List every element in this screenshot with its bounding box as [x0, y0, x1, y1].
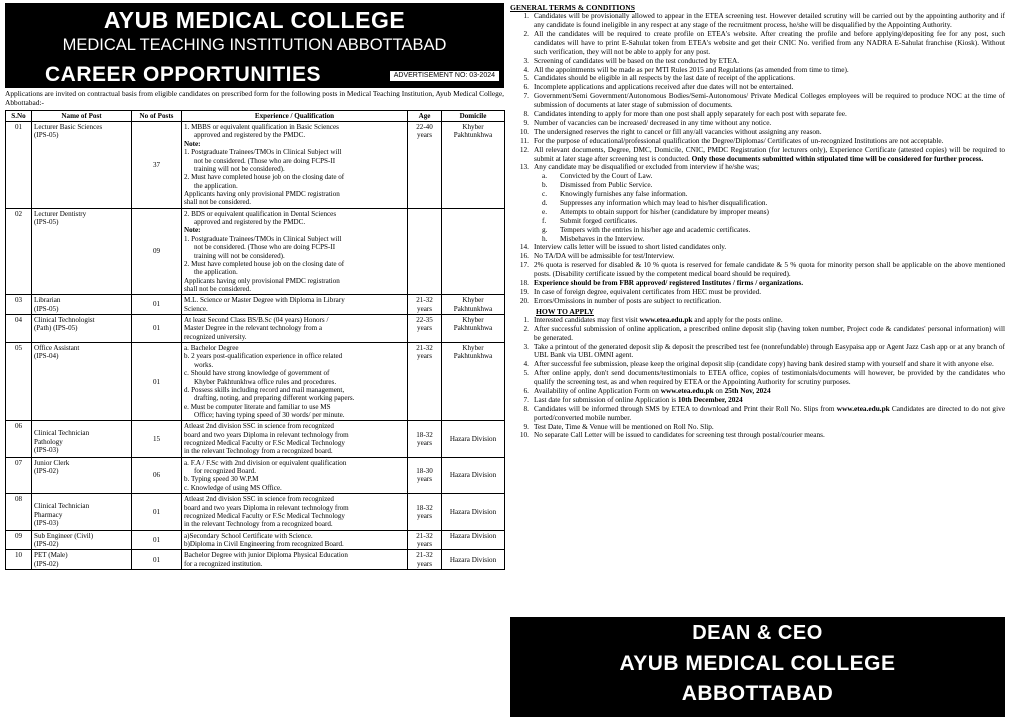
cell-domicile: Khyber Pakhtunkhwa: [442, 315, 505, 343]
post-name: PET (Male): [34, 551, 68, 560]
table-row: [6, 421, 505, 457]
experience-line: Office; having typing speed of 30 words/ per minute.: [194, 410, 345, 419]
disqualification-letter: c.: [542, 189, 548, 199]
posts-table: [5, 110, 505, 570]
apply-step-number: 8.: [523, 403, 529, 413]
cell-experience: [182, 208, 408, 295]
disqualification-text: Attempts to obtain support for his/her (candidature by improper means): [560, 206, 769, 216]
apply-step-body: Last date for submission of online Application is: [534, 394, 678, 404]
cell-post-name: [32, 421, 132, 457]
post-grade: (IPS-05): [34, 304, 59, 313]
cell-domicile: Khyber Pakhtunkhwa: [442, 122, 505, 209]
terms-item-body: All the appointments will be made as per MTI Rules 2015 and Regulations (as amended from time to time).: [534, 64, 849, 74]
table-header-row: [6, 110, 505, 121]
experience-line: drafting, noting, and preparing different working papers.: [194, 394, 355, 403]
disqualification-list: [508, 172, 1005, 243]
apply-step-text: [534, 325, 1005, 343]
terms-item-number: 6.: [523, 82, 529, 92]
experience-line: Khyber Pakhtunkhwa office rules and procedures.: [194, 377, 337, 386]
experience-line: a. Bachelor Degree: [184, 344, 239, 353]
note-label: Note:: [184, 226, 201, 235]
experience-line: b. 2 years post-qualification experience in office related: [184, 352, 343, 361]
experience-line: Atleast 2nd division SSC in science from recognized: [184, 495, 334, 504]
institution-title: MEDICAL TEACHING INSTITUTION ABBOTTABAD: [62, 36, 447, 55]
apply-step-body: After online apply, don't send documents/testimonials to ETEA office, copies of testimonials/documents will however, be provided by the candidates who qualify the screening test, as and when required by ETEA or the Appointing Authority for scrutiny purposes.: [534, 368, 1005, 387]
experience-line: training will not be considered).: [194, 251, 285, 260]
experience-line: Atleast 2nd division SSC in science from recognized: [184, 422, 334, 431]
cell-domicile: Hazara Division: [442, 421, 505, 457]
apply-step-body: No separate Call Letter will be issued to candidates for screening test through postal/courier means.: [534, 430, 825, 440]
experience-line: not be considered. (Those who are doing FCPS-II: [194, 243, 336, 252]
post-name: Lecturer Basic Sciences: [34, 123, 103, 132]
post-grade: (IPS-03): [34, 518, 59, 527]
experience-line: training will not be considered).: [194, 164, 285, 173]
experience-line: 2. Must have completed house job on the closing date of: [184, 259, 345, 268]
disqualification-text: Suppresses any information which may lead to his/her disqualification.: [560, 197, 768, 207]
terms-item-number: 20.: [519, 295, 529, 305]
experience-line: At least Second Class BS/B.Sc (04 years) Honors /: [184, 316, 329, 325]
experience-line: recognized Medical Faculty or F.Sc Medical Technology: [184, 511, 345, 520]
terms-item: [508, 146, 1005, 164]
cell-age: 21-32 years: [408, 295, 442, 315]
post-grade: (IPS-02): [34, 559, 59, 568]
terms-item-number: 18.: [519, 277, 529, 287]
apply-step-emphasis: www.etea.edu.pk: [639, 314, 693, 324]
experience-line: Applicants having only provisional PMDC registration: [184, 189, 340, 198]
apply-step-text: [534, 431, 1005, 440]
terms-item: [508, 297, 1005, 306]
header-name: Name of Post: [32, 110, 132, 121]
cell-domicile: Hazara Division: [442, 550, 505, 570]
cell-sno: 06: [6, 421, 32, 457]
cell-age: 22-40 years: [408, 122, 442, 209]
apply-step-number: 10.: [519, 430, 529, 440]
apply-step-body-continued: and apply for the posts online.: [692, 314, 783, 324]
cell-age: [408, 208, 442, 295]
terms-item-number: 12.: [519, 144, 529, 154]
terms-item-body: Interview calls letter will be issued to short listed candidates only.: [534, 242, 727, 252]
experience-line: approved and registered by the PMDC.: [194, 131, 306, 140]
left-column: [5, 3, 504, 570]
terms-item: [508, 12, 1005, 30]
cell-no-of-posts: 01: [132, 494, 182, 530]
post-name: Office Assistant: [34, 344, 80, 353]
cell-sno: 08: [6, 494, 32, 530]
post-grade: (IPS-02): [34, 540, 59, 548]
experience-line: b. Typing speed 30 W.P.M: [184, 475, 259, 484]
experience-line: 1. Postgraduate Trainees/TMOs in Clinical Subject will: [184, 148, 342, 157]
cell-age: 18-32 years: [408, 421, 442, 457]
right-column: [508, 3, 1005, 440]
apply-step-body: Take a printout of the generated deposit slip & deposit the prescribed test fee (nonrefundable) through Easypaisa app or Agent Jazz Cash app or at any branch of UBL Bank via UBL OMNI agent.: [534, 341, 1005, 360]
cell-domicile: [442, 208, 505, 295]
advertisement-number: ADVERTISEMENT NO: 03-2024: [389, 70, 500, 82]
experience-line: in the relevant Technology from a recognized board.: [184, 520, 333, 529]
disqualification-letter: h.: [542, 233, 548, 243]
apply-step: [508, 325, 1005, 343]
terms-item-number: 19.: [519, 286, 529, 296]
experience-line: recognized Medical Faculty or F.Sc Medical Technology: [184, 439, 345, 448]
terms-item-number: 14.: [519, 242, 529, 252]
experience-line: not be considered. (Those who are doing FCPS-II: [194, 156, 336, 165]
apply-step-text: [534, 405, 1005, 423]
cell-sno: 10: [6, 550, 32, 570]
disqualification-text: Misbehaves in the Interview.: [560, 233, 645, 243]
terms-item-number: 13.: [519, 162, 529, 172]
cell-experience: [182, 315, 408, 343]
cell-post-name: [32, 343, 132, 421]
apply-step-body-continued: on: [713, 386, 725, 396]
apply-step-emphasis: www.etea.edu.pk: [836, 403, 890, 413]
how-to-apply-title: HOW TO APPLY: [536, 306, 594, 316]
terms-item-body: Number of vacancies can be increased/ decreased in any time without any notice.: [534, 117, 772, 127]
cell-sno: 04: [6, 315, 32, 343]
experience-line: 2. BDS or equivalent qualification in Dental Sciences: [184, 209, 337, 218]
cell-age: 21-32 years: [408, 343, 442, 421]
table-row: [6, 530, 505, 550]
terms-item-number: 5.: [523, 73, 529, 83]
terms-item-body: For the purpose of educational/professional qualification the Degree/Diplomas/ Certificates of un-recognized Institutions are not acceptable.: [534, 135, 944, 145]
post-name: Clinical Technician: [34, 502, 90, 511]
cell-experience: [182, 494, 408, 530]
cell-no-of-posts: 01: [132, 315, 182, 343]
header-sno: S.No: [6, 110, 32, 121]
cell-experience: [182, 421, 408, 457]
disqualification-letter: f.: [542, 215, 547, 225]
terms-item-number: 17.: [519, 260, 529, 270]
terms-item: [508, 92, 1005, 110]
post-name: Clinical Technologist: [34, 316, 95, 325]
apply-step-emphasis: 10th December, 2024: [677, 394, 743, 404]
terms-item-emphasis: Experience should be from FBR approved/ registered Institutes / firms / organizations.: [534, 277, 804, 287]
note-label: Note:: [184, 139, 201, 148]
disqualification-text: Submit forged certificates.: [560, 215, 638, 225]
cell-post-name: [32, 494, 132, 530]
cell-post-name: [32, 208, 132, 295]
terms-item-body: In case of foreign degree, equivalent certificates from HEC must be provided.: [534, 286, 762, 296]
experience-line: 1. MBBS or equivalent qualification in Basic Sciences: [184, 123, 339, 132]
footer-college: AYUB MEDICAL COLLEGE: [619, 651, 896, 675]
career-title: CAREER OPPORTUNITIES: [45, 63, 322, 86]
cell-post-name: [32, 550, 132, 570]
apply-step: [508, 405, 1005, 423]
cell-experience: [182, 457, 408, 493]
terms-item-body: Incomplete applications and applications received after due dates will not be entertained.: [534, 82, 794, 92]
cell-post-name: [32, 122, 132, 209]
cell-age: 21-32 years: [408, 550, 442, 570]
disqualification-text: Dismissed from Public Service.: [560, 180, 653, 190]
cell-domicile: Hazara Division: [442, 494, 505, 530]
experience-line: Applicants having only provisional PMDC registration: [184, 276, 340, 285]
cell-domicile: Hazara Division: [442, 530, 505, 550]
cell-post-name: [32, 315, 132, 343]
cell-experience: [182, 530, 408, 550]
experience-line: a)Secondary School Certificate with Science.: [184, 531, 313, 540]
disqualification-text: Convicted by the Court of Law.: [560, 171, 653, 181]
cell-experience: [182, 122, 408, 209]
disqualification-letter: e.: [542, 206, 548, 216]
cell-age: 18-32 years: [408, 494, 442, 530]
experience-line: b)Diploma in Civil Engineering from recognized Board.: [184, 540, 344, 548]
terms-item-body: Government/Semi Government/Autonomous Bodies/Semi-Autonomous/ Private Medical Colleges employees will be required to produce NOC at the time of submission of documents at later stage of submission of documents.: [534, 91, 1005, 110]
post-name: Sub Engineer (Civil): [34, 531, 94, 540]
post-name: Junior Clerk: [34, 458, 70, 467]
disqualification-letter: a.: [542, 171, 548, 181]
experience-line: c. Should have strong knowledge of government of: [184, 369, 330, 378]
terms-item-text: [534, 261, 1005, 279]
post-name: Lecturer Dentistry: [34, 209, 87, 218]
disqualification-letter: b.: [542, 180, 548, 190]
experience-line: for recognized Board.: [194, 467, 257, 476]
terms-item-body: No TA/DA will be admissible for test/Interview.: [534, 251, 675, 261]
table-row: [6, 122, 505, 209]
apply-step-body: Interested candidates may first visit: [534, 314, 640, 324]
terms-item: [508, 30, 1005, 57]
terms-item-text: [534, 146, 1005, 164]
table-row: [6, 494, 505, 530]
cell-experience: [182, 550, 408, 570]
post-name-dept: Pathology: [34, 437, 63, 446]
apply-step-number: 1.: [523, 314, 529, 324]
cell-no-of-posts: 01: [132, 530, 182, 550]
experience-line: c. Knowledge of using MS Office.: [184, 483, 282, 492]
cell-age: 22-35 years: [408, 315, 442, 343]
signature-banner: [510, 617, 1005, 717]
cell-sno: 03: [6, 295, 32, 315]
terms-list: [508, 12, 1005, 172]
post-grade: (IPS-05): [34, 131, 59, 140]
terms-item-text: [534, 92, 1005, 110]
apply-step-body: Test Date, Time & Venue will be mentioned on Roll No. Slip.: [534, 421, 714, 431]
table-row: [6, 550, 505, 570]
apply-step-body: Candidates will be informed through SMS by ETEA to download and Print their Roll No. Slips from: [534, 403, 837, 413]
apply-step-number: 4.: [523, 359, 529, 369]
terms-item-number: 3.: [523, 55, 529, 65]
terms-title: GENERAL TERMS & CONDITIONS: [510, 3, 635, 12]
experience-line: d. Possess skills including record and mail management,: [184, 385, 345, 394]
cell-experience: [182, 295, 408, 315]
apply-step-number: 6.: [523, 386, 529, 396]
apply-step-body: After successful submission of online application, a prescribed online deposit slip (having token number, Project code & candidates' personal information) will be generated.: [534, 323, 1005, 342]
header-experience: Experience / Qualification: [182, 110, 408, 121]
cell-no-of-posts: 37: [132, 122, 182, 209]
apply-step-body-continued: Candidates are directed to do not give ported/converted mobile number.: [534, 403, 1005, 422]
cell-domicile: Khyber Pakhtunkhwa: [442, 343, 505, 421]
experience-line: shall not be considered.: [184, 198, 251, 207]
disqualification-letter: g.: [542, 224, 548, 234]
post-grade: (IPS-02): [34, 467, 59, 476]
terms-list-continued: [508, 243, 1005, 305]
terms-item-number: 2.: [523, 29, 529, 39]
apply-step-body: After successful fee submission, please keep the original deposit slip (candidate copy) having bank desired stamp with yourself and share it with anyone else.: [534, 359, 994, 369]
terms-item-text: [534, 30, 1005, 57]
experience-line: board and two years Diploma in relevant technology from: [184, 503, 349, 512]
footer-city: ABBOTTABAD: [681, 682, 834, 706]
terms-item-number: 11.: [520, 135, 529, 145]
post-name: Clinical Technician: [34, 429, 90, 438]
cell-no-of-posts: 01: [132, 550, 182, 570]
cell-no-of-posts: 06: [132, 457, 182, 493]
cell-age: 21-32 years: [408, 530, 442, 550]
terms-item-number: 9.: [523, 117, 529, 127]
experience-line: works.: [194, 360, 214, 369]
cell-domicile: Khyber Pakhtunkhwa: [442, 295, 505, 315]
terms-item-body: Candidates should be eligible in all respects by the last date of receipt of the applications.: [534, 73, 795, 83]
apply-step-text: [534, 343, 1005, 361]
apply-step: [508, 431, 1005, 440]
experience-line: Master Degree in the relevant technology from a: [184, 324, 323, 333]
disqualification-text: Knowingly furnishes any false information.: [560, 189, 688, 199]
terms-item-body: The undersigned reserves the right to cancel or fill any/all vacancies without assigning any reason.: [534, 126, 822, 136]
post-grade: (IPS-03): [34, 446, 59, 455]
terms-item-number: 10.: [519, 126, 529, 136]
terms-item-body: Errors/Omissions in number of posts are subject to rectification.: [534, 295, 722, 305]
table-row: [6, 343, 505, 421]
terms-item-body: Candidates will be provisionally allowed to appear in the ETEA screening test. However detailed scrutiny will be carried out by the appointing authority and if any candidate is found ineligible in any respect at any stage of the recruitment process, he/she will be disqualified by the Appointing Authority.: [534, 11, 1005, 30]
college-title: AYUB MEDICAL COLLEGE: [103, 7, 406, 33]
post-grade: (IPS-04): [34, 352, 59, 361]
terms-item-body: Candidates intending to apply for more than one post shall apply separately for each post with separate fee.: [534, 109, 847, 119]
table-row: [6, 457, 505, 493]
terms-item-number: 7.: [523, 91, 529, 101]
experience-line: for a recognized institution.: [184, 559, 263, 568]
apply-step-body: Availability of online Application Form on: [534, 386, 661, 396]
cell-sno: 05: [6, 343, 32, 421]
apply-step: [508, 369, 1005, 387]
post-grade: (Path) (IPS-05): [34, 324, 78, 333]
apply-step-number: 2.: [523, 323, 529, 333]
apply-step-text: [534, 369, 1005, 387]
terms-item-number: 1.: [523, 11, 529, 21]
apply-step-number: 9.: [523, 421, 529, 431]
post-name-dept: Pharmacy: [34, 510, 63, 519]
terms-item-emphasis: Only those documents submitted within stipulated time will be considered for further process.: [689, 153, 984, 163]
terms-item-body: Screening of candidates will be based on the test conducted by ETEA.: [534, 55, 740, 65]
experience-line: the application.: [194, 268, 238, 277]
experience-line: Bachelor Degree with junior Diploma Physical Education: [184, 551, 348, 560]
apply-step-number: 3.: [523, 341, 529, 351]
disqualification-text: Tempers with the entries in his/her age and academic certificates.: [560, 224, 751, 234]
terms-item-text: [534, 12, 1005, 30]
terms-item-body: All relevant documents, Degree, DMC, Domicile, CNIC, PMDC Registration (for lecturers only), Experience Certificate (attested copies) will be required to submit at later stage after screening test is conducted.: [534, 144, 1005, 163]
disqualification-letter: d.: [542, 197, 548, 207]
apply-step: [508, 343, 1005, 361]
apply-step-emphasis: www.etea.edu.pk: [660, 386, 714, 396]
experience-line: in the relevant Technology from a recognized board.: [184, 447, 333, 456]
terms-item-number: 16.: [519, 251, 529, 261]
header-age: Age: [408, 110, 442, 121]
experience-line: Science.: [184, 304, 208, 313]
experience-line: a. F.A / F.Sc with 2nd division or equivalent qualification: [184, 458, 347, 467]
terms-item-number: 4.: [523, 64, 529, 74]
cell-post-name: [32, 295, 132, 315]
cell-experience: [182, 343, 408, 421]
experience-line: 1. Postgraduate Trainees/TMOs in Clinical Subject will: [184, 234, 342, 243]
apply-step-number: 5.: [523, 368, 529, 378]
cell-no-of-posts: 15: [132, 421, 182, 457]
experience-line: M.L. Science or Master Degree with Diploma in Library: [184, 296, 345, 305]
terms-item-body: Any candidate may be disqualified or excluded from interview if he/she was;: [534, 162, 760, 172]
post-grade: (IPS-05): [34, 218, 59, 227]
cell-sno: 07: [6, 457, 32, 493]
apply-step-emphasis-date: 25th Nov, 2024: [724, 386, 771, 396]
posts-table-body: [6, 122, 505, 570]
intro-text: Applications are invited on contractual basis from eligible candidates on prescribed form for the following posts in Medical Teaching Institution, Ayub Medical College, Abbottabad:-: [5, 89, 504, 107]
cell-post-name: [32, 457, 132, 493]
post-name: Librarian: [34, 296, 61, 305]
cell-no-of-posts: 09: [132, 208, 182, 295]
how-to-apply-list: [508, 316, 1005, 440]
apply-step-number: 7.: [523, 394, 529, 404]
table-row: [6, 315, 505, 343]
header-posts: No of Posts: [132, 110, 182, 121]
experience-line: recognized university.: [184, 332, 247, 341]
footer-designation: DEAN & CEO: [692, 622, 823, 644]
experience-line: board and two years Diploma in relevant technology from: [184, 430, 349, 439]
terms-item: [508, 261, 1005, 279]
cell-no-of-posts: 01: [132, 295, 182, 315]
terms-item-text: [534, 297, 1005, 306]
cell-domicile: Hazara Division: [442, 457, 505, 493]
cell-sno: 02: [6, 208, 32, 295]
experience-line: shall not be considered.: [184, 284, 251, 293]
cell-sno: 09: [6, 530, 32, 550]
cell-no-of-posts: 01: [132, 343, 182, 421]
experience-line: 2. Must have completed house job on the closing date of: [184, 173, 345, 182]
table-row: [6, 208, 505, 295]
cell-age: 18-30 years: [408, 457, 442, 493]
experience-line: e. Must be computer literate and familiar to use MS: [184, 402, 331, 411]
terms-item-body: 2% quota is reserved for disabled & 10 % quota is reserved for female candidate & 5 % quota for minority person shall be applicable on the above mentioned posts. (Disability certificate issued by the competent medical board should be required).: [534, 260, 1005, 279]
table-row: [6, 295, 505, 315]
terms-item-body: All the candidates will be required to create profile on ETEA's website. After creating the profile and before applying/depositing fee for any post, such candidates will have to print E-Sahulat token from ETEA's website and get their CNIC No. verified from any NADRA E-Sahulat franchise (Kiosk). Without such verification, they will not be able to apply for any post.: [534, 29, 1005, 56]
cell-sno: 01: [6, 122, 32, 209]
experience-line: the application.: [194, 181, 238, 190]
terms-item-number: 8.: [523, 109, 529, 119]
experience-line: approved and registered by the PMDC.: [194, 218, 306, 227]
header-banner: [5, 3, 504, 88]
header-domicile: Domicile: [442, 110, 505, 121]
cell-post-name: [32, 530, 132, 550]
